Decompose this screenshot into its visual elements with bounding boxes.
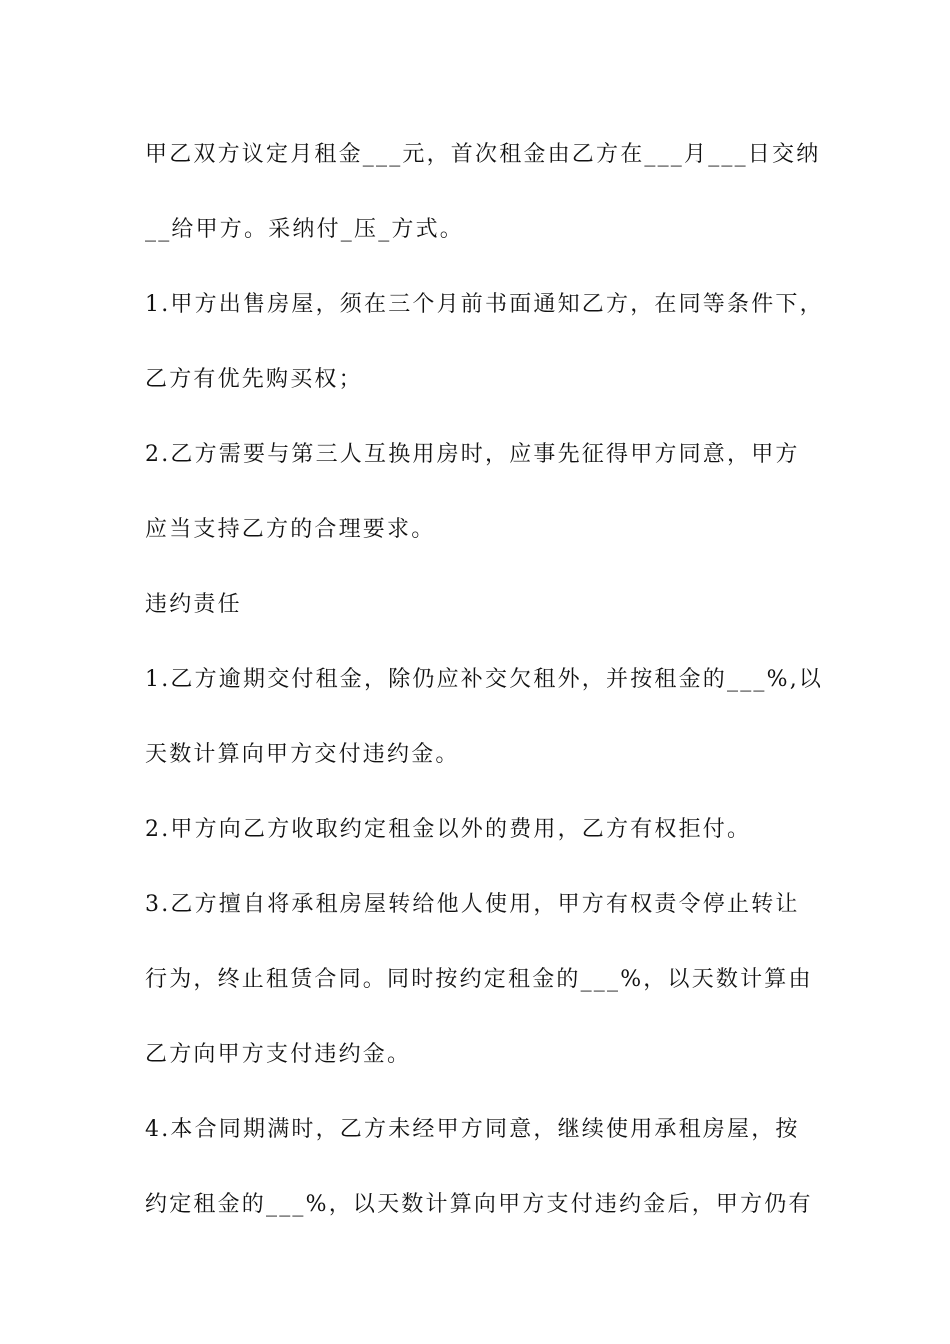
paragraph-line-5: 2.乙方需要与第三人互换用房时，应事先征得甲方同意，甲方 — [145, 442, 800, 467]
paragraph-line-8: 1.乙方逾期交付租金，除仍应补交欠租外，并按租金的___%,以 — [145, 667, 824, 692]
paragraph-line-2: __给甲方。采纳付_压_方式。 — [145, 217, 465, 242]
paragraph-line-4: 乙方有优先购买权； — [145, 367, 363, 392]
paragraph-line-13: 乙方向甲方支付违约金。 — [145, 1042, 412, 1067]
paragraph-line-1: 甲乙双方议定月租金___元，首次租金由乙方在___月___日交纳 — [145, 142, 821, 167]
paragraph-line-12: 行为，终止租赁合同。同时按约定租金的___%，以天数计算由 — [145, 967, 813, 992]
section-heading: 违约责任 — [145, 592, 242, 617]
paragraph-line-11: 3.乙方擅自将承租房屋转给他人使用，甲方有权责令停止转让 — [145, 892, 800, 917]
paragraph-line-14: 4.本合同期满时，乙方未经甲方同意，继续使用承租房屋，按 — [145, 1117, 800, 1142]
paragraph-line-6: 应当支持乙方的合理要求。 — [145, 517, 436, 542]
paragraph-line-10: 2.甲方向乙方收取约定租金以外的费用，乙方有权拒付。 — [145, 817, 752, 842]
paragraph-line-9: 天数计算向甲方交付违约金。 — [145, 742, 460, 767]
paragraph-line-15: 约定租金的___%，以天数计算向甲方支付违约金后，甲方仍有 — [145, 1192, 813, 1217]
paragraph-line-3: 1.甲方出售房屋，须在三个月前书面通知乙方，在同等条件下， — [145, 292, 824, 317]
